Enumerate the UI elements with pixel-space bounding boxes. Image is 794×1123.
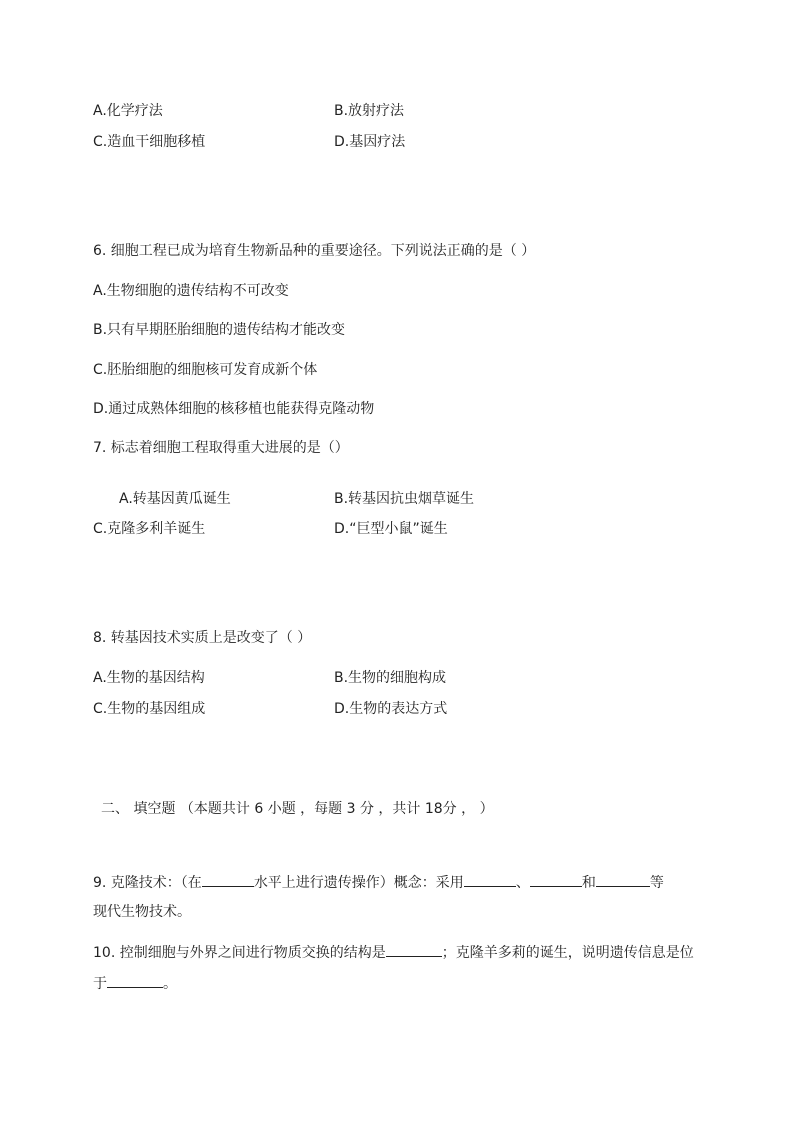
q6-option-a: A.生物细胞的遗传结构不可改变 bbox=[93, 283, 289, 299]
q5-option-a: A.化学疗法 bbox=[93, 103, 163, 119]
q9-text-2: 水平上进行遗传操作）概念：采用 bbox=[253, 875, 464, 891]
q7-option-c: C.克隆多利羊诞生 bbox=[93, 521, 206, 537]
q7-option-d: D.“巨型小鼠”诞生 bbox=[334, 521, 448, 537]
q5-option-c: C.造血干细胞移植 bbox=[93, 134, 206, 150]
q5-option-b: B.放射疗法 bbox=[334, 103, 405, 119]
q8-option-b: B.生物的细胞构成 bbox=[334, 670, 447, 686]
q8-option-a: A.生物的基因结构 bbox=[93, 670, 205, 686]
q9-text-3: 等 bbox=[649, 875, 664, 891]
q9-line-1 bbox=[93, 872, 664, 892]
q7-stem: 7. 标志着细胞工程取得重大进展的是（） bbox=[93, 440, 349, 456]
q9-line-2: 现代生物技术。 bbox=[93, 904, 191, 920]
q9-blank-1[interactable] bbox=[202, 872, 254, 887]
q10-text-3: 于 bbox=[93, 976, 107, 992]
q9-sep-1: 、 bbox=[515, 875, 530, 891]
q10-text-4: 。 bbox=[163, 976, 177, 992]
q10-blank-1[interactable] bbox=[386, 942, 442, 957]
q8-option-d: D.生物的表达方式 bbox=[334, 701, 448, 717]
q5-option-d: D.基因疗法 bbox=[334, 134, 406, 150]
q6-option-b: B.只有早期胚胎细胞的遗传结构才能改变 bbox=[93, 322, 346, 338]
q6-option-c: C.胚胎细胞的细胞核可发育成新个体 bbox=[93, 362, 318, 378]
q9-blank-2[interactable] bbox=[464, 872, 516, 887]
q8-option-c: C.生物的基因组成 bbox=[93, 701, 206, 717]
q7-option-a: A.转基因黄瓜诞生 bbox=[119, 491, 231, 507]
q6-option-d: D.通过成熟体细胞的核移植也能获得克隆动物 bbox=[93, 401, 375, 417]
q8-stem: 8. 转基因技术实质上是改变了（ ） bbox=[93, 630, 312, 646]
q9-text-1: 9. 克隆技术：（在 bbox=[93, 875, 202, 891]
q10-line-1 bbox=[93, 942, 694, 962]
q10-blank-2[interactable] bbox=[107, 973, 163, 988]
q9-sep-2: 和 bbox=[581, 875, 596, 891]
section-heading: 二、 填空题 （本题共计 6 小题 ，每题 3 分 ，共计 18分 ， ） bbox=[101, 801, 494, 817]
q10-text-2: ；克隆羊多莉的诞生，说明遗传信息是位 bbox=[441, 945, 694, 961]
q7-option-b: B.转基因抗虫烟草诞生 bbox=[334, 491, 475, 507]
q9-blank-4[interactable] bbox=[596, 872, 650, 887]
q9-blank-3[interactable] bbox=[530, 872, 582, 887]
q10-text-1: 10. 控制细胞与外界之间进行物质交换的结构是 bbox=[93, 945, 386, 961]
q10-line-2 bbox=[93, 973, 177, 993]
q6-stem: 6. 细胞工程已成为培育生物新品种的重要途径。下列说法正确的是（ ） bbox=[93, 243, 536, 259]
